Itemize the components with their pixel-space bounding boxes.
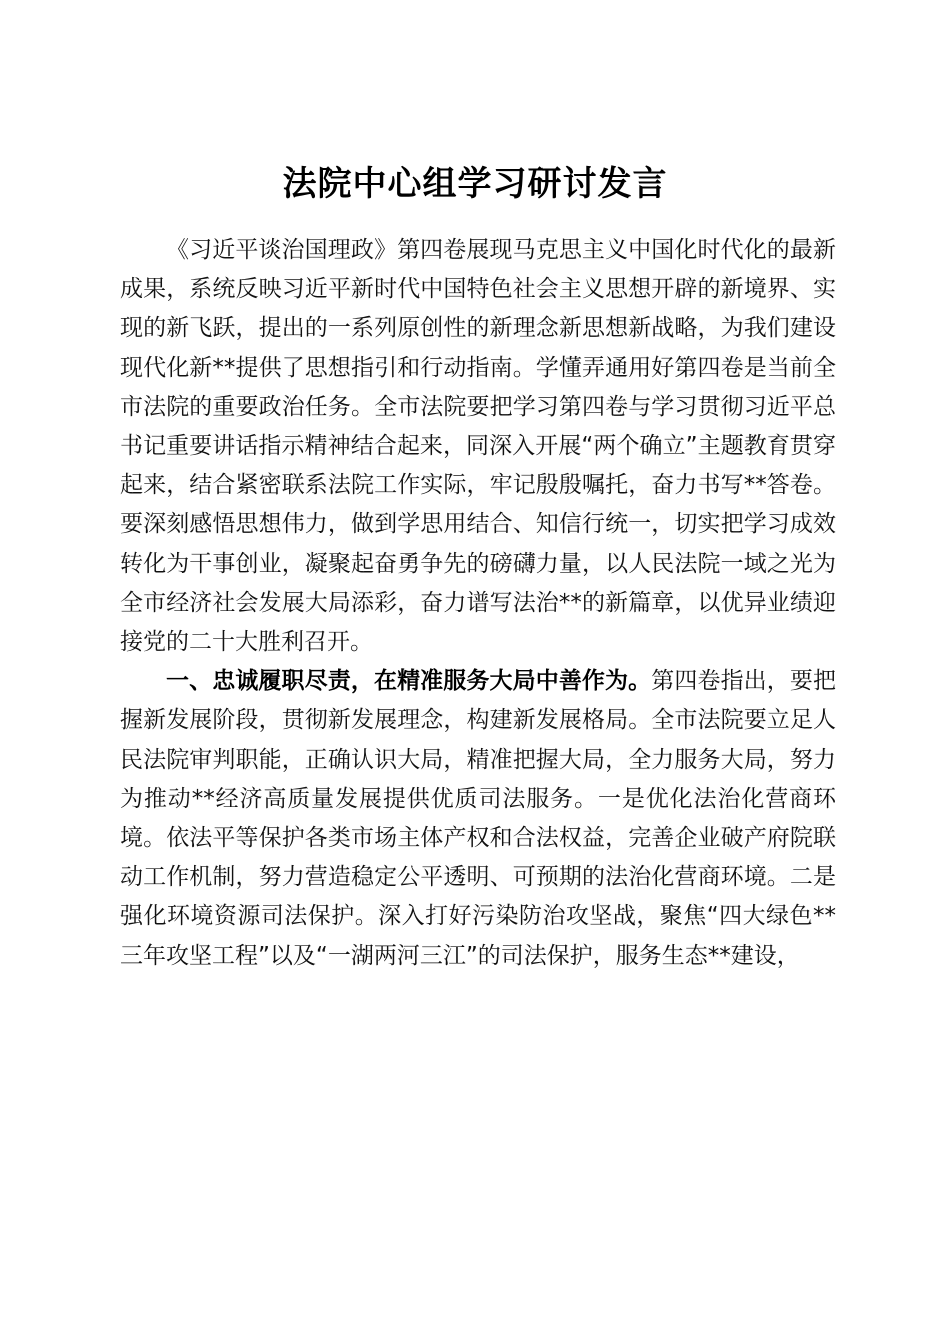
document-title: 法院中心组学习研讨发言 <box>282 163 668 204</box>
paragraph-section-one <box>120 662 836 976</box>
paragraph-intro-text: 《习近平谈治国理政》第四卷展现马克思主义中国化时代化的最新成果，系统反映习近平新时代中国特色社会主义思想开辟的新境界、实现的新飞跃，提出的一系列原创性的新理念新思想新战略，为我们建设现代化新**提供了思想指引和行动指南。学懂弄通用好第四卷是当前全市法院的重要政治任务。全市法院要把学习第四卷与学习贯彻习近平总书记重要讲话指示精神结合起来，同深入开展“两个确立”主题教育贯穿起来，结合紧密联系法院工作实际，牢记殷殷嘱托，奋力书写**答卷。要深刻感悟思想伟力，做到学思用结合、知信行统一，切实把学习成效转化为干事创业，凝聚起奋勇争先的磅礴力量，以人民法院一域之光为全市经济社会发展大局添彩，奋力谱写法治**的新篇章，以优异业绩迎接党的二十大胜利召开。 <box>120 237 836 656</box>
paragraph-intro <box>120 231 836 662</box>
section-one-heading: 一、忠诚履职尽责，在精准服务大局中善作为。 <box>166 668 652 695</box>
document-body <box>120 231 836 976</box>
section-one-text: 第四卷指出，要把握新发展阶段，贯彻新发展理念，构建新发展格局。全市法院要立足人民法院审判职能，正确认识大局，精准把握大局，全力服务大局，努力为推动**经济高质量发展提供优质司法服务。一是优化法治化营商环境。依法平等保护各类市场主体产权和合法权益，完善企业破产府院联动工作机制，努力营造稳定公平透明、可预期的法治化营商环境。二是强化环境资源司法保护。深入打好污染防治攻坚战，聚焦“四大绿色**三年攻坚工程”以及“一湖两河三江”的司法保护，服务生态**建设， <box>120 668 837 969</box>
